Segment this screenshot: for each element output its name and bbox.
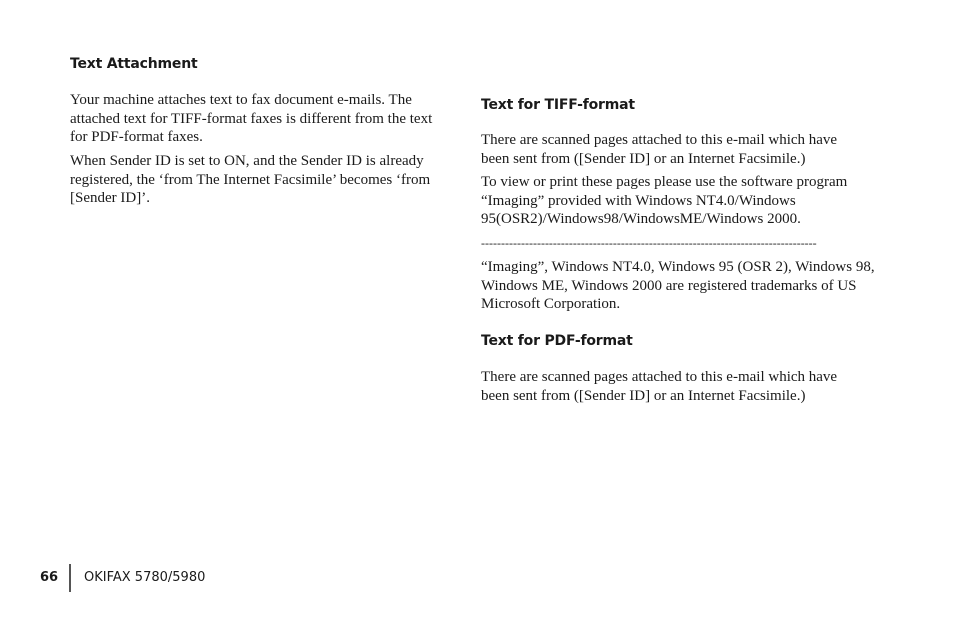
dashed-separator: ------------------------------------------------------------------------------------ [481,236,817,250]
paragraph-attachment-intro: Your machine attaches text to fax document e-mails. The attached text for TIFF-format faxes is different from the text for PDF-format faxes. [70,92,433,145]
paragraph-sender-id: When Sender ID is set to ON, and the Sender ID is already registered, the ‘from The Internet Facsimile’ becomes ‘from [Sender ID]’. [70,153,431,206]
paragraph-trademark-notice: “Imaging”, Windows NT4.0, Windows 95 (OSR 2), Windows 98, Windows ME, Windows 2000 are registered trademarks of US Microsoft Corporation. [481,259,875,312]
section-heading-pdf-format: Text for PDF-format [481,333,633,349]
paragraph-tiff-scanned-pages: There are scanned pages attached to this e-mail which have been sent from ([Sender ID] or an Internet Facsimile.) [481,132,838,167]
footer-divider [69,564,71,592]
section-heading-tiff-format: Text for TIFF-format [481,97,635,113]
section-heading-text-attachment: Text Attachment [70,56,198,72]
paragraph-pdf-scanned-pages: There are scanned pages attached to this e-mail which have been sent from ([Sender ID] or an Internet Facsimile.) [481,369,838,404]
page-number: 66 [40,570,59,585]
footer-product-name: OKIFAX 5780/5980 [84,570,206,585]
paragraph-tiff-view-instructions: To view or print these pages please use the software program “Imaging” provided with Windows NT4.0/Windows 95(OSR2)/Windows98/WindowsME/Windows 2000. [481,174,848,227]
